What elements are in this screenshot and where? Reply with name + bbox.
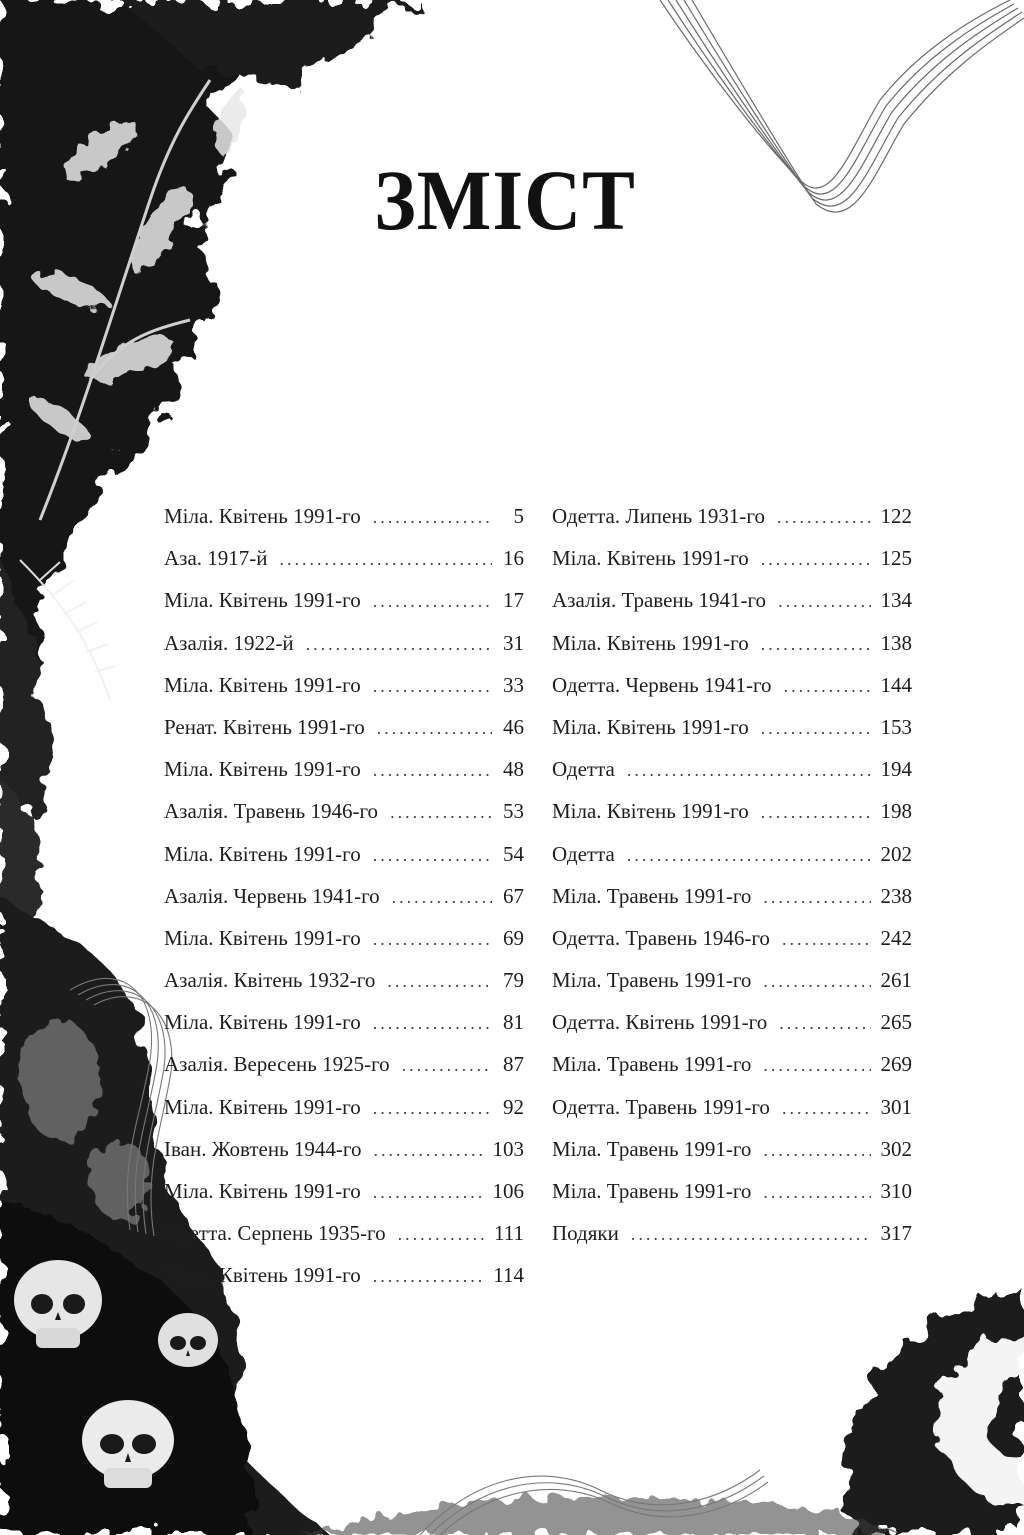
skull-icon (158, 1313, 218, 1367)
toc-entry-title: Міла. Квітень 1991-го (164, 925, 361, 950)
toc-entry-title: Азалія. Червень 1941-го (164, 883, 380, 908)
toc-entry-title: Міла. Квітень 1991-го (552, 546, 749, 571)
toc-leader (373, 760, 492, 781)
toc-leader (373, 507, 492, 528)
toc-entry-page: 69 (503, 925, 524, 950)
toc-leader (373, 845, 492, 866)
toc-leader (761, 634, 871, 655)
toc-leader (373, 676, 492, 697)
toc-leader (778, 591, 870, 612)
toc-entry-title: Міла. Квітень 1991-го (164, 1010, 361, 1035)
toc-entry-title: Азалія. Травень 1941-го (552, 588, 767, 613)
toc-entry[interactable] (164, 1221, 524, 1263)
toc-entry-page: 114 (493, 1263, 524, 1288)
toc-entry-page: 17 (503, 588, 524, 613)
toc-entry-page: 53 (503, 799, 524, 824)
toc-leader (784, 676, 871, 697)
toc-entry-title: Одетта. Серпень 1935-го (164, 1221, 386, 1246)
toc-entry-page: 238 (880, 883, 912, 908)
toc-leader (402, 1055, 492, 1076)
toc-leader (373, 1266, 484, 1287)
toc-entry[interactable] (552, 799, 912, 841)
toc-leader (782, 929, 871, 950)
toc-entry-page: 16 (503, 546, 524, 571)
toc-entry[interactable] (164, 588, 524, 630)
toc-entry-page: 202 (880, 841, 912, 866)
toc-entry-title: Ренат. Квітень 1991-го (164, 714, 365, 739)
toc-entry[interactable] (552, 546, 912, 588)
toc-leader (763, 887, 870, 908)
toc-entry-title: Міла. Квітень 1991-го (164, 841, 361, 866)
toc-entry-title: Міла. Квітень 1991-го (164, 1094, 361, 1119)
toc-leader (373, 1140, 482, 1161)
toc-entry[interactable] (164, 546, 524, 588)
toc-leader (373, 1098, 492, 1119)
toc-entry-title: Одетта. Липень 1931-го (552, 504, 766, 528)
toc-entry-page: 122 (880, 504, 912, 528)
toc-leader (779, 1013, 870, 1034)
toc-entry-title: Міла. Травень 1991-го (552, 1179, 752, 1203)
ink-bottom-strip (300, 1496, 900, 1535)
page-title: ЗМІСТ (374, 152, 636, 248)
toc-leader (761, 718, 871, 739)
toc-entry-page: 87 (503, 1052, 524, 1077)
toc-entry-page: 134 (880, 588, 912, 613)
toc-leader (782, 1098, 871, 1119)
toc-leader (373, 929, 492, 950)
toc-leader (373, 1013, 492, 1034)
toc-leader (377, 718, 492, 739)
toc-leader (392, 887, 492, 908)
toc-leader (763, 971, 870, 992)
toc-entry[interactable] (552, 968, 912, 1010)
toc-entry[interactable] (552, 631, 912, 673)
toc-entry-page: 138 (880, 630, 912, 655)
toc-entry-page: 153 (880, 714, 912, 739)
toc-entry-page: 265 (880, 1010, 912, 1035)
toc-leader (306, 634, 492, 655)
toc-entry-page: 242 (880, 925, 912, 950)
toc-entry[interactable] (164, 1263, 524, 1305)
toc-entry[interactable] (552, 1095, 912, 1137)
toc-leader (763, 1055, 870, 1076)
toc-entry-page: 54 (503, 841, 524, 866)
toc-entry-title: Міла. Квітень 1991-го (164, 588, 361, 613)
toc-entry[interactable] (164, 504, 524, 546)
ink-swirl (846, 1290, 1024, 1535)
toc-entry[interactable] (164, 631, 524, 673)
toc-entry-title: Міла. Квітень 1991-го (164, 1179, 361, 1203)
toc-entry[interactable] (552, 673, 912, 715)
toc-entry-page: 48 (503, 757, 524, 782)
toc-entry-page: 194 (880, 757, 912, 782)
toc-leader (631, 1224, 871, 1245)
toc-entry[interactable] (552, 1221, 912, 1263)
toc-entry[interactable] (164, 1052, 524, 1094)
toc-entry[interactable] (552, 926, 912, 968)
toc-entry-page: 79 (503, 968, 524, 993)
toc-entry-title: Одетта (552, 757, 615, 782)
toc-entry[interactable] (552, 1137, 912, 1179)
toc-entry-page: 106 (492, 1179, 524, 1203)
toc-entry[interactable] (164, 1137, 524, 1179)
toc-entry[interactable] (164, 757, 524, 799)
toc-entry-title: Азалія. 1922-й (164, 630, 294, 655)
toc-entry-title: Подяки (552, 1221, 619, 1246)
toc-leader (387, 971, 492, 992)
toc-leader (390, 802, 492, 823)
toc-entry[interactable] (164, 842, 524, 884)
toc-entry[interactable] (164, 1010, 524, 1052)
toc-entry-title: Азалія. Вересень 1925-го (164, 1052, 390, 1077)
toc-entry[interactable] (164, 673, 524, 715)
toc-entry-title: Міла. Травень 1991-го (552, 1052, 752, 1077)
toc-entry[interactable] (164, 926, 524, 968)
toc-entry[interactable] (552, 1010, 912, 1052)
toc-entry[interactable] (164, 1179, 524, 1221)
toc-entry-page: 301 (880, 1094, 912, 1119)
toc-entry-page: 269 (880, 1052, 912, 1077)
toc-leader (280, 549, 492, 570)
toc-leader (777, 507, 870, 528)
toc-entry[interactable] (164, 968, 524, 1010)
toc-entry[interactable] (552, 715, 912, 757)
toc-entry-title: Одетта (552, 841, 615, 866)
toc-leader (763, 1182, 870, 1203)
toc-entry-page: 5 (513, 504, 524, 528)
toc-entry-title: Азалія. Квітень 1932-го (164, 968, 376, 993)
toc-entry-title: Міла. Квітень 1991-го (164, 1263, 361, 1288)
toc-leader (627, 845, 871, 866)
toc-entry[interactable] (164, 799, 524, 841)
toc-leader (398, 1224, 484, 1245)
toc-entry[interactable] (552, 588, 912, 630)
toc-entry-page: 103 (492, 1136, 524, 1161)
toc-leader (761, 802, 871, 823)
toc-entry-page: 33 (503, 672, 524, 697)
toc-entry-title: Міла. Травень 1991-го (552, 968, 752, 993)
toc-entry-page: 261 (880, 968, 912, 993)
toc-entry-page: 31 (503, 630, 524, 655)
toc-entry-page: 67 (503, 883, 524, 908)
toc-entry-title: Міла. Квітень 1991-го (164, 757, 361, 782)
toc-column-right (552, 504, 912, 1263)
toc-entry-page: 46 (503, 714, 524, 739)
toc-entry-title: Одетта. Червень 1941-го (552, 672, 772, 697)
toc-leader (373, 1182, 483, 1203)
toc-entry-title: Іван. Жовтень 1944-го (164, 1136, 362, 1161)
toc-leader (373, 591, 492, 612)
toc-entry[interactable] (552, 504, 912, 546)
toc-leader (761, 549, 871, 570)
toc-entry-title: Азалія. Травень 1946-го (164, 799, 379, 824)
toc-entry[interactable] (164, 1095, 524, 1137)
toc-entry[interactable] (552, 1052, 912, 1094)
toc-entry-title: Міла. Квітень 1991-го (552, 714, 749, 739)
toc-entry[interactable] (552, 884, 912, 926)
toc-entry[interactable] (552, 842, 912, 884)
toc-entry-title: Міла. Квітень 1991-го (552, 799, 749, 824)
toc-leader (763, 1140, 870, 1161)
toc-entry-title: Аза. 1917-й (164, 546, 268, 571)
toc-entry-title: Міла. Травень 1991-го (552, 883, 752, 908)
toc-entry-title: Міла. Травень 1991-го (552, 1136, 752, 1161)
toc-entry-page: 92 (503, 1094, 524, 1119)
toc-entry-title: Міла. Квітень 1991-го (164, 504, 361, 528)
toc-entry-page: 125 (880, 546, 912, 571)
toc-entry[interactable] (552, 757, 912, 799)
toc-entry-title: Одетта. Травень 1991-го (552, 1094, 770, 1119)
toc-entry-title: Одетта. Квітень 1991-го (552, 1010, 768, 1035)
toc-entry-page: 317 (880, 1221, 912, 1246)
toc-leader (627, 760, 871, 781)
toc-column-left (164, 504, 524, 1306)
toc-entry-page: 310 (880, 1179, 912, 1203)
toc-entry[interactable] (164, 715, 524, 757)
toc-entry-page: 81 (503, 1010, 524, 1035)
toc-entry-page: 302 (880, 1136, 912, 1161)
toc-entry-title: Міла. Квітень 1991-го (552, 630, 749, 655)
toc-entry-page: 111 (494, 1221, 524, 1246)
toc-entry-page: 198 (880, 799, 912, 824)
toc-entry-page: 144 (880, 672, 912, 697)
toc-entry[interactable] (164, 884, 524, 926)
toc-entry-title: Міла. Квітень 1991-го (164, 672, 361, 697)
toc-entry-title: Одетта. Травень 1946-го (552, 925, 770, 950)
toc-entry[interactable] (552, 1179, 912, 1221)
